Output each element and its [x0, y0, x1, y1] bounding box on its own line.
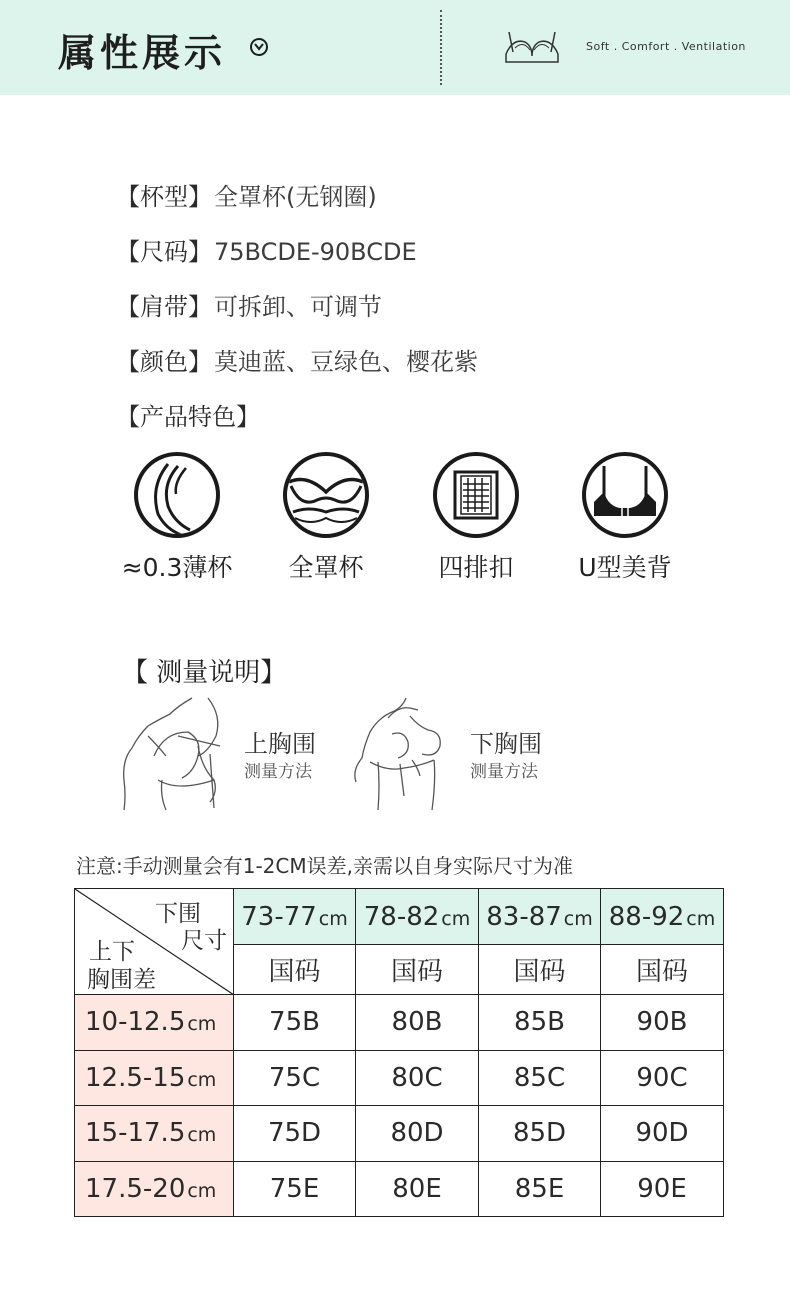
- feature-label: ≈0.3薄杯: [121, 553, 233, 582]
- attr-key: 【颜色】: [116, 348, 212, 376]
- feature-label: 全罩杯: [288, 553, 364, 582]
- four-row-hook-icon: [433, 452, 519, 538]
- attr-color: [116, 342, 478, 377]
- size-cell: 85C: [479, 1050, 601, 1106]
- attr-value: 75BCDE-90BCDE: [214, 238, 417, 266]
- table-row: [75, 995, 724, 1051]
- code-label-cell: 国码: [479, 945, 601, 995]
- attr-value: 可拆卸、可调节: [214, 293, 382, 321]
- diff-unit: cm: [187, 1068, 217, 1091]
- feature-u-back: [555, 452, 695, 584]
- size-cell: 90B: [601, 995, 724, 1051]
- range-unit: cm: [563, 907, 593, 930]
- attr-value: 全罩杯(无钢圈): [214, 183, 377, 211]
- table-row: [75, 1106, 724, 1162]
- underbust-range-cell: [601, 889, 724, 945]
- upper-bust-figure-icon: [118, 696, 228, 814]
- corner-label: 上下: [89, 939, 135, 965]
- feature-label: U型美背: [578, 553, 672, 582]
- bust-diff-cell: [75, 1161, 234, 1217]
- diff-unit: cm: [187, 1124, 217, 1147]
- size-cell: 75C: [234, 1050, 356, 1106]
- thin-cup-icon: [134, 452, 220, 538]
- underbust-range-cell: [234, 889, 356, 945]
- size-cell: 75B: [234, 995, 356, 1051]
- range-value: 83-87: [486, 901, 562, 932]
- u-back-icon: [582, 452, 668, 538]
- size-cell: 75D: [234, 1106, 356, 1162]
- attr-strap: [116, 287, 382, 322]
- range-value: 73-77: [241, 901, 317, 932]
- header-divider: [440, 10, 442, 85]
- attr-cup-type: [116, 177, 377, 212]
- code-label-cell: 国码: [356, 945, 479, 995]
- size-cell: 80E: [356, 1161, 479, 1217]
- underbust-range-cell: [356, 889, 479, 945]
- measure-title: 【 测量说明】: [122, 658, 287, 688]
- size-cell: 90C: [601, 1050, 724, 1106]
- feature-full-cup: [256, 452, 396, 584]
- size-cell: 85D: [479, 1106, 601, 1162]
- diff-unit: cm: [187, 1013, 217, 1036]
- size-cell: 90E: [601, 1161, 724, 1217]
- measurement-note: 注意:手动测量会有1-2CM误差,亲需以自身实际尺寸为准: [76, 854, 573, 878]
- size-cell: 80B: [356, 995, 479, 1051]
- underbust-range-cell: [479, 889, 601, 945]
- lower-bust-label: 下胸围: [470, 730, 542, 758]
- feature-label: 四排扣: [438, 553, 514, 582]
- page-title: 属性展示: [58, 31, 227, 75]
- attr-key: 【杯型】: [116, 183, 212, 211]
- lower-bust-sub: 测量方法: [470, 762, 538, 782]
- attr-key: 【尺码】: [116, 238, 212, 266]
- size-table: [74, 888, 724, 1217]
- range-unit: cm: [686, 907, 716, 930]
- attr-size: [116, 232, 417, 267]
- full-cup-icon: [283, 452, 369, 538]
- chevron-down-icon: [250, 38, 268, 56]
- attr-key: 【肩带】: [116, 293, 212, 321]
- size-cell: 75E: [234, 1161, 356, 1217]
- diff-value: 17.5-20: [85, 1173, 186, 1204]
- range-value: 78-82: [363, 901, 440, 932]
- corner-label: 胸围差: [87, 967, 156, 993]
- attr-value: 莫迪蓝、豆绿色、樱花紫: [214, 348, 478, 376]
- table-row: [75, 1161, 724, 1217]
- diff-value: 15-17.5: [85, 1118, 186, 1149]
- upper-bust-sub: 测量方法: [244, 762, 312, 782]
- table-row: [75, 1050, 724, 1106]
- corner-label: 尺寸: [181, 928, 227, 954]
- bra-icon: [503, 28, 561, 66]
- diff-value: 12.5-15: [85, 1062, 186, 1093]
- diff-unit: cm: [187, 1179, 217, 1202]
- lower-bust-figure-icon: [348, 696, 460, 814]
- size-cell: 80C: [356, 1050, 479, 1106]
- header-tagline: Soft . Comfort . Ventilation: [586, 40, 746, 53]
- feature-thin-cup: [107, 452, 247, 584]
- diff-value: 10-12.5: [85, 1007, 186, 1038]
- size-cell: 80D: [356, 1106, 479, 1162]
- size-cell: 85E: [479, 1161, 601, 1217]
- size-cell: 90D: [601, 1106, 724, 1162]
- code-label-cell: 国码: [234, 945, 356, 995]
- feature-four-row-hook: [406, 452, 546, 584]
- size-cell: 85B: [479, 995, 601, 1051]
- range-value: 88-92: [608, 901, 685, 932]
- upper-bust-label: 上胸围: [244, 730, 316, 758]
- table-header-row: [75, 889, 724, 945]
- corner-label: 下围: [155, 901, 201, 927]
- features-title: 【产品特色】: [116, 403, 260, 431]
- bust-diff-cell: [75, 995, 234, 1051]
- header-band: [0, 0, 790, 95]
- range-unit: cm: [318, 907, 348, 930]
- bust-diff-cell: [75, 1050, 234, 1106]
- range-unit: cm: [441, 907, 471, 930]
- code-label-cell: 国码: [601, 945, 724, 995]
- table-corner-cell: [75, 889, 234, 995]
- bust-diff-cell: [75, 1106, 234, 1162]
